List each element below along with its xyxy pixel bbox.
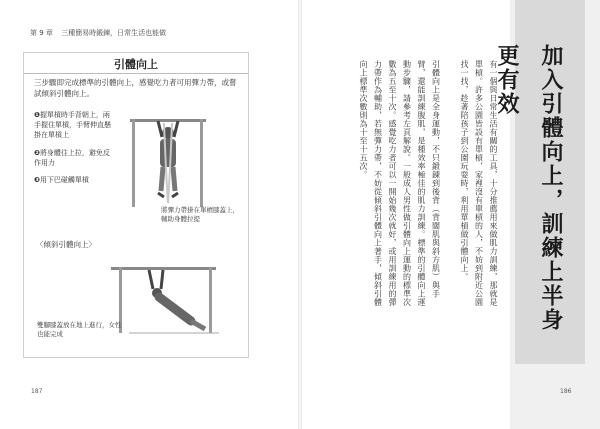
- step-1-number: ❶: [34, 111, 40, 119]
- step-1-text: 握單槓時手背朝上，兩手握住單槓，手臂伸直懸掛在單槓上: [34, 111, 111, 139]
- page-number-right: 186: [560, 388, 572, 395]
- article-title: 加入引體向上，訓練上半身更有效: [494, 44, 563, 332]
- chapter-subtitle: 三種簡易時鍛鍊，日常生活也能做: [61, 29, 167, 37]
- incline-callout: 雙腳膝蓋放在地上進行，女性也能完成: [37, 321, 122, 338]
- article-paragraph-1: 有一個與日常生活有關的工具，十分推薦用來做肌力訓練，那就是單槓。許多公園皆設有單槓，家裡沒有單槓的人，不妨到附近公園找一找，趁著陪孩子到公園玩耍時，利用單槓做引體向上。: [460, 60, 498, 307]
- step-3: [34, 175, 114, 185]
- page-number-left: 187: [31, 388, 43, 395]
- pullup-illustration: [128, 113, 208, 209]
- box-intro: 三步驟即完成標準的引體向上，感覺吃力者可用彈力帶，或嘗試傾斜引體向上。: [34, 78, 237, 98]
- box-title-bar: [24, 53, 248, 74]
- step-3-number: ❸: [34, 176, 40, 184]
- step-2-number: ❷: [34, 149, 40, 157]
- article-body: [330, 60, 500, 310]
- incline-subtitle: 〈傾斜引體向上〉: [36, 240, 96, 249]
- book-gutter: [298, 0, 302, 429]
- chapter-header: [30, 28, 172, 38]
- step-1: [34, 110, 114, 140]
- step-2: [34, 148, 114, 168]
- pullup-box: [23, 52, 249, 358]
- band-callout: 將彈力帶掛在單槓膝蓋上，輔助身體拉提: [161, 206, 239, 223]
- article-paragraph-2: 引體向上是全身運動，不只鍛鍊到後背（背闊肌與斜方肌）與手臂，還能訓練腹肌，是種效率極佳的肌力訓練。標準的引體向上運動步驟，請參考左頁解說。一般成人男性做引體向上運動的標準次數為五至十次。感覺吃力者可以一開始幾次就好，或用訓練用的彈力帶作為輔助，若無彈力帶，不妨從傾斜引體向上著手，傾斜引體向上標準次數則為十至十五次。: [359, 60, 441, 307]
- step-3-text: 用下巴碰觸單槓: [39, 176, 89, 184]
- chapter-number: 第 9 章: [30, 29, 53, 37]
- step-2-text: 將身體往上拉，避免反作用力: [34, 149, 110, 167]
- box-title: 引體向上: [114, 58, 158, 71]
